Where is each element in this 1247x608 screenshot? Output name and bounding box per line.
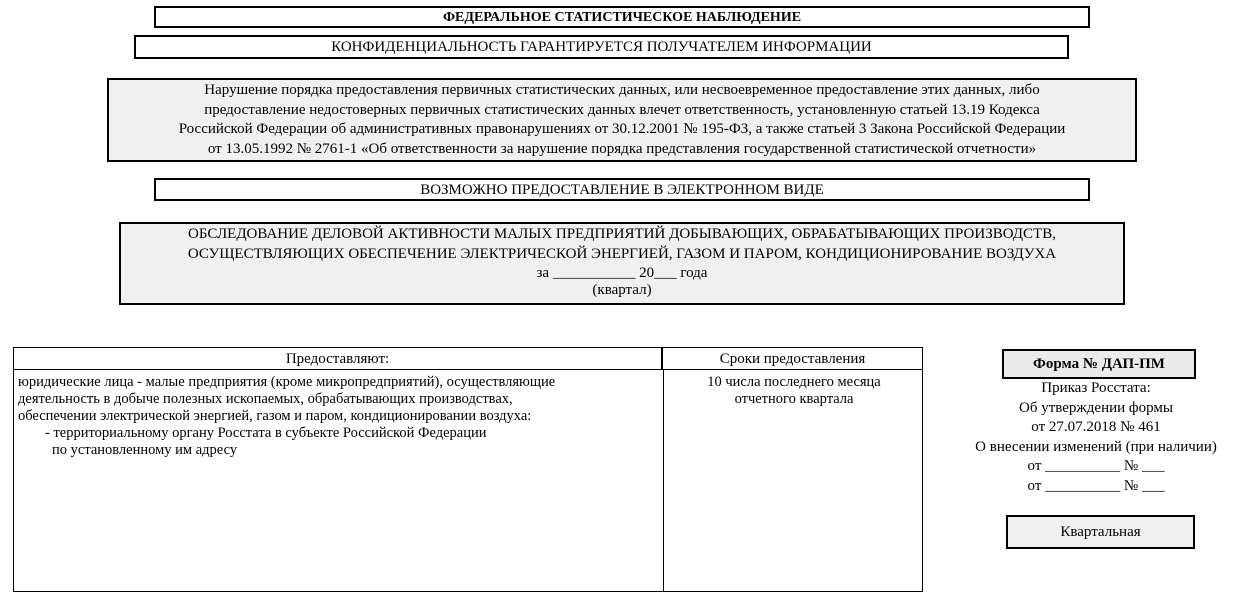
warning-line: от 13.05.1992 № 2761-1 «Об ответственности за нарушение порядка представления государственной статистической отчетности» bbox=[207, 140, 1037, 157]
recipient-line: - территориальному органу Росстата в субъекте Российской Федерации bbox=[45, 425, 487, 441]
warning-line: Российской Федерации об административных правонарушениях от 30.12.2001 № 195-ФЗ, а также статьей 3 Закона Российской Федерации bbox=[178, 121, 1066, 137]
survey-title-line: ОБСЛЕДОВАНИЕ ДЕЛОВОЙ АКТИВНОСТИ МАЛЫХ ПРЕДПРИЯТИЙ ДОБЫВАЮЩИХ, ОБРАБАТЫВАЮЩИХ ПРОИЗВОДСТВ, bbox=[188, 226, 1056, 242]
electronic-submission-notice: ВОЗМОЖНО ПРЕДОСТАВЛЕНИЕ В ЭЛЕКТРОННОМ ВИДЕ bbox=[154, 178, 1090, 201]
deadline-column-header: Сроки предоставления bbox=[663, 348, 922, 370]
reporting-period-field[interactable]: за ___________ 20___ года bbox=[536, 265, 708, 281]
deadline-line: отчетного квартала bbox=[734, 391, 854, 407]
survey-title-block bbox=[119, 222, 1125, 305]
providers-line: обеспечении электрической энергией, газом и паром, кондиционировании воздуха: bbox=[18, 408, 532, 424]
column-divider bbox=[663, 370, 664, 591]
confidentiality-notice: КОНФИДЕНЦИАЛЬНОСТЬ ГАРАНТИРУЕТСЯ ПОЛУЧАТЕЛЕМ ИНФОРМАЦИИ bbox=[134, 35, 1069, 59]
recipient-address-line: по установленному им адресу bbox=[52, 442, 238, 458]
liability-warning bbox=[107, 78, 1137, 162]
federal-observation-title: ФЕДЕРАЛЬНОЕ СТАТИСТИЧЕСКОЕ НАБЛЮДЕНИЕ bbox=[154, 6, 1090, 28]
providers-column-header: Предоставляют: bbox=[14, 348, 663, 370]
submission-table bbox=[13, 347, 923, 592]
deadline-cell bbox=[665, 374, 923, 408]
amendment-field[interactable]: от __________ № ___ bbox=[1027, 477, 1165, 494]
form-number: Форма № ДАП-ПМ bbox=[1002, 349, 1196, 379]
amendment-field[interactable]: от __________ № ___ bbox=[1027, 458, 1165, 474]
deadline-line: 10 числа последнего месяца bbox=[707, 374, 881, 390]
approval-date: от 27.07.2018 № 461 bbox=[1031, 419, 1161, 435]
amendments-label: О внесении изменений (при наличии) bbox=[975, 438, 1217, 455]
warning-line: Нарушение порядка предоставления первичных статистических данных, или несвоевременное предоставление этих данных, либо bbox=[204, 82, 1040, 98]
periodicity-box: Квартальная bbox=[1006, 515, 1195, 549]
providers-line: юридические лица - малые предприятия (кроме микропредприятий), осуществляющие bbox=[18, 374, 556, 390]
rosstat-order-label: Приказ Росстата: bbox=[1041, 380, 1151, 396]
approval-label: Об утверждении формы bbox=[1019, 399, 1173, 416]
warning-line: предоставление недостоверных первичных статистических данных влечет ответственность, установленную статьей 13.19 Кодекса bbox=[204, 101, 1040, 118]
form-approval-info bbox=[946, 379, 1246, 496]
quarter-caption: (квартал) bbox=[592, 281, 652, 298]
providers-cell bbox=[18, 374, 658, 459]
survey-title-line: ОСУЩЕСТВЛЯЮЩИХ ОБЕСПЕЧЕНИЕ ЭЛЕКТРИЧЕСКОЙ ЭНЕРГИЕЙ, ГАЗОМ И ПАРОМ, КОНДИЦИОНИРОВАНИЕ ВОЗДУХА bbox=[187, 245, 1057, 262]
providers-line: деятельность в добыче полезных ископаемых, обрабатывающих производствах, bbox=[18, 391, 513, 407]
